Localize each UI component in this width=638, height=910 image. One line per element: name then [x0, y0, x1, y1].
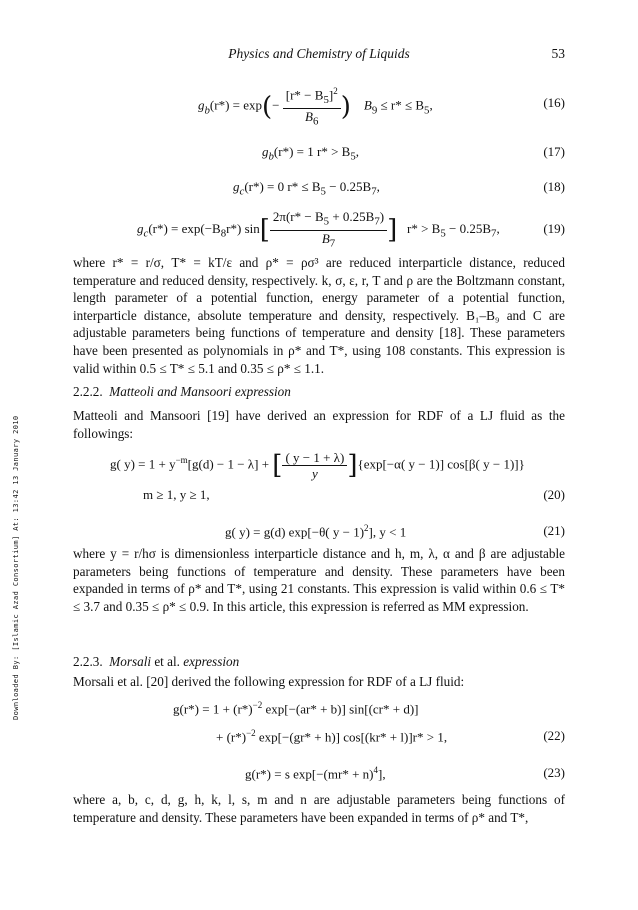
download-watermark: Downloaded By: [Islamic Azad Consortium] At: 13:42 13 January 2010: [12, 415, 20, 720]
equation-22-line1: $g(r*) = 1 + (r*)^{-2}$ exp[−(ar* + b)] sin[(cr* + d)]: [173, 700, 419, 717]
equation-16: $g_b(r*) = \exp(-$ $\frac{[r* - B_5]^2}{B_6}$ ) $B_9 \le r* \le B_5$,: [198, 86, 433, 128]
paragraph-morsali-definitions: where a, b, c, d, g, h, k, l, s, m and n are adjustable parameters being functions of temperature and density. These parameters have been expanded in terms of ρ* and T*,: [73, 792, 565, 825]
equation-17: $g_b(r*) = 1$ $r* > B_5$,: [262, 144, 359, 163]
equation-21: g( y) = g(d) exp[−θ( y − 1)$^2$], y < 1: [225, 523, 407, 540]
equation-number-22: (22): [543, 728, 565, 743]
equation-23: g(r*) = s $\exp[-(mr* + n)^4]$,: [245, 765, 386, 782]
equation-number-16: (16): [543, 95, 565, 110]
equation-number-17: (17): [543, 144, 565, 159]
equation-18: $g_c(r*) = 0$ $r* \le B_5 - 0.25B_7$,: [233, 179, 380, 198]
equation-number-21: (21): [543, 523, 565, 538]
paragraph-definitions: where r* = r/σ, T* = kT/ε and ρ* = ρσ³ are reduced interparticle distance, reduced temperature and reduced density, respectively. k, σ, ε, r, T and ρ are the Boltzmann constant, length parameter of a potential function, energy parameter of a potential function, interparticle distance, absolute temperature and density, respectively. B₁–B₉ and C are adjustable parameters being functions of temperature and density [18]. These parameters have been presented as polynomials in ρ* and T*, using 108 constants. This expression is valid within 0.5 ≤ T* ≤ 5.1 and 0.35 ≤ ρ* ≤ 1.1.: [73, 255, 565, 376]
paragraph-mm-definitions: where y = r/hσ is dimensionless interparticle distance and h, m, λ, α and β are adjustable parameters being functions of temperature and density. These parameters have been expanded in terms of ρ* and T*, using 21 constants. This expression is valid within 0.6 ≤ T* ≤ 3.7 and 0.35 ≤ ρ* ≤ 0.9. In this article, this expression is referred as MM expression.: [73, 546, 565, 614]
section-heading-2-2-2: 2.2.2. Matteoli and Mansoori expression: [73, 384, 291, 399]
equation-number-19: (19): [543, 221, 565, 236]
equation-number-18: (18): [543, 179, 565, 194]
page-number: 53: [551, 46, 565, 61]
running-header: Physics and Chemistry of Liquids: [228, 46, 410, 61]
paragraph-mm-intro: Matteoli and Mansoori [19] have derived an expression for RDF of a LJ fluid as the followings:: [73, 408, 565, 441]
equation-19: $g_c(r*) = \exp(-B_8r*)$ sin[ $\frac{2\pi(r* - B_5 + 0.25B_7)}{B_7}$ ] $r* > B_5 - 0.25B_7$,: [137, 209, 500, 250]
equation-20-conditions: m ≥ 1, y ≥ 1,: [143, 487, 210, 502]
equation-number-20: (20): [543, 487, 565, 502]
equation-number-23: (23): [543, 765, 565, 780]
equation-22-line2: + $(r*)^{-2}$ exp[−(gr* + h)] cos[(kr* + l)]r* > 1,: [216, 728, 448, 745]
section-heading-2-2-3: 2.2.3. Morsali et al. expression: [73, 654, 240, 669]
equation-20: g( $y) = 1 + y^{-m}[g(d) - 1 - \lambda]$ + [ $\frac{( y - 1 + \lambda)}{y}$ ]{exp[−α( y − 1)] cos[β( y − 1)]}: [110, 450, 525, 481]
paragraph-morsali-intro: Morsali et al. [20] derived the following expression for RDF of a LJ fluid:: [73, 674, 465, 689]
